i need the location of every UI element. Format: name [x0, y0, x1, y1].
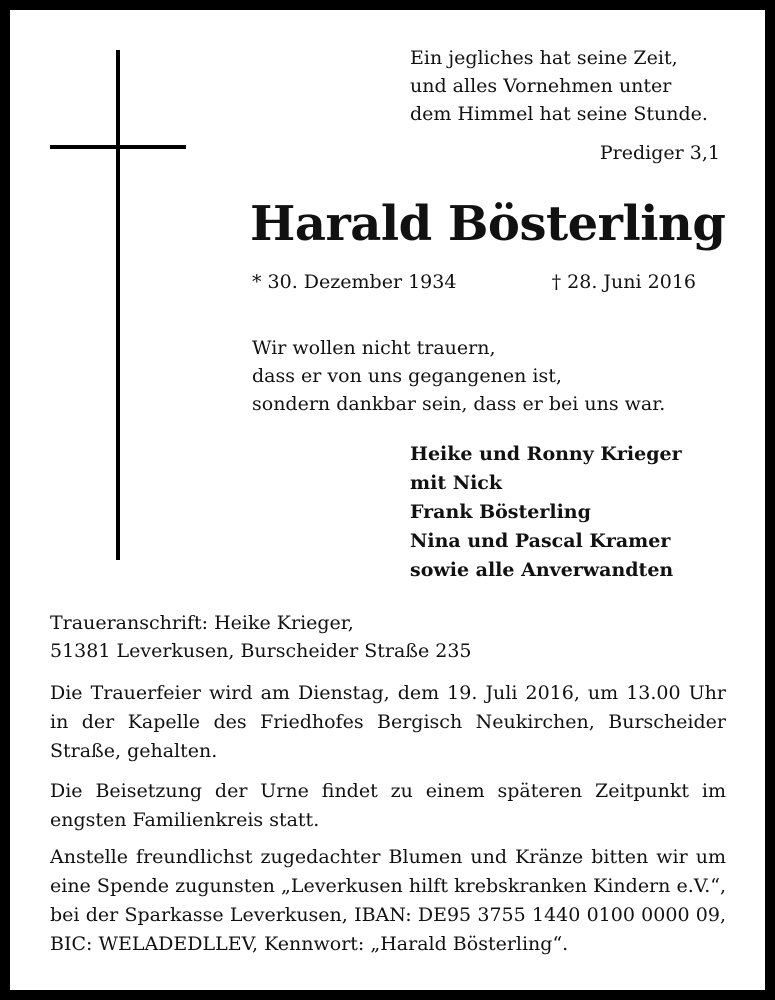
mourner-item: Nina und Pascal Kramer	[410, 530, 671, 552]
mourner-item: sowie alle Anverwandten	[410, 559, 674, 581]
mourner-item: Frank Bösterling	[410, 501, 591, 523]
cross-horizontal-bar	[50, 145, 186, 149]
funeral-service-paragraph: Die Trauerfeier wird am Dienstag, dem 19. Juli 2016, um 13.00 Uhr in der Kapelle des Friedhofes Bergisch Neukirchen, Burscheider Straße, gehalten.	[50, 682, 726, 762]
urn-burial-paragraph: Die Beisetzung der Urne findet zu einem späteren Zeitpunkt im engsten Familienkreis statt.	[50, 780, 726, 831]
memorial-quote-line: dass er von uns gegangenen ist,	[252, 365, 562, 387]
bible-verse-source: Prediger 3,1	[599, 142, 720, 164]
memorial-quote-line: sondern dankbar sein, dass er bei uns war.	[252, 393, 666, 415]
mourning-address	[50, 609, 730, 665]
mourners-list	[410, 440, 730, 585]
mourning-address-line: Traueranschrift: Heike Krieger,	[50, 612, 354, 634]
memorial-quote	[252, 334, 712, 418]
deceased-name: Harald Bösterling	[250, 196, 726, 252]
bible-verse	[410, 44, 730, 128]
bible-verse-line: Ein jegliches hat seine Zeit,	[410, 47, 678, 69]
mourner-item: Heike und Ronny Krieger	[410, 443, 682, 465]
mourning-address-line: 51381 Leverkusen, Burscheider Straße 235	[50, 640, 472, 662]
bible-verse-line: dem Himmel hat seine Stunde.	[410, 103, 708, 125]
memorial-quote-line: Wir wollen nicht trauern,	[252, 337, 496, 359]
bible-verse-line: und alles Vornehmen unter	[410, 75, 672, 97]
cross-vertical-bar	[116, 50, 120, 560]
birth-date: * 30. Dezember 1934	[252, 271, 457, 293]
mourner-item: mit Nick	[410, 472, 503, 494]
donation-paragraph: Anstelle freundlichst zugedachter Blumen und Kränze bitten wir um eine Spende zugunsten „Leverkusen hilft krebskranken Kindern e.V.“, bei der Sparkasse Leverkusen, IBAN: DE95 3755 1440 0100 0000 09, BIC: WELADEDLLEV, Kennwort: „Harald Bösterling“.	[50, 846, 726, 955]
death-date: † 28. Juni 2016	[551, 271, 696, 293]
